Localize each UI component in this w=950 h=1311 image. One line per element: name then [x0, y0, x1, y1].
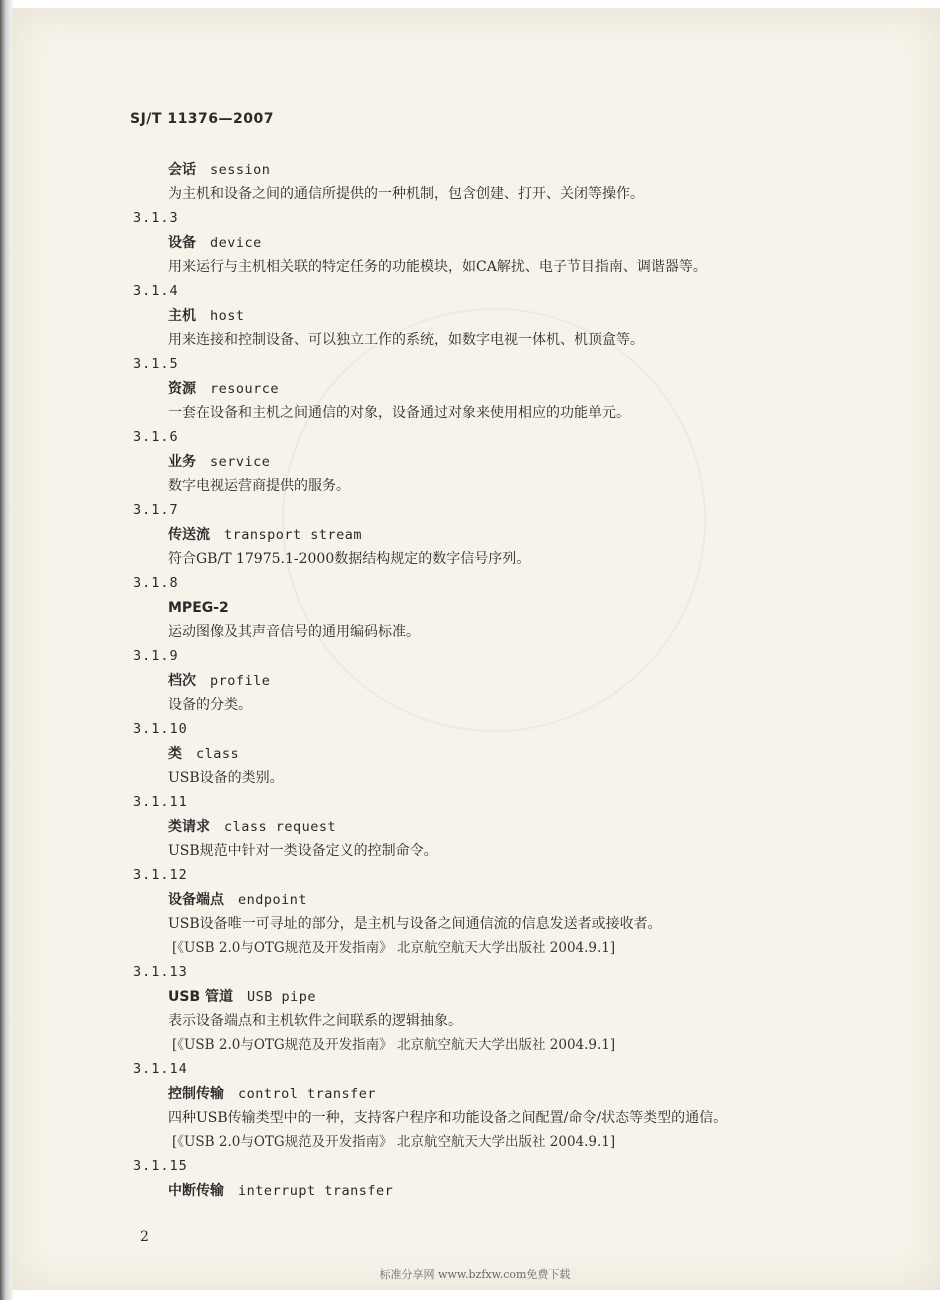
term-number: 3.1.4 — [133, 283, 179, 299]
term-number: 3.1.3 — [133, 210, 179, 226]
term-number: 3.1.5 — [133, 356, 179, 372]
term-english: resource — [210, 381, 280, 397]
page-number: 2 — [140, 1229, 149, 1245]
term-reference: [《USB 2.0与OTG规范及开发指南》 北京航空航天大学出版社 2004.9.1] — [172, 1037, 616, 1053]
faint-stamp-shadow — [282, 308, 706, 732]
term-chinese: MPEG-2 — [168, 600, 229, 616]
term-english: transport stream — [224, 527, 363, 543]
term-chinese: 类 — [168, 746, 182, 762]
term-definition: USB设备唯一可寻址的部分，是主机与设备之间通信流的信息发送者或接收者。 — [168, 916, 662, 932]
term-number: 3.1.11 — [133, 794, 188, 810]
term-heading — [168, 818, 336, 836]
term-heading — [168, 307, 245, 325]
term-english: host — [210, 308, 245, 324]
term-chinese: 资源 — [168, 381, 196, 397]
term-definition: 一套在设备和主机之间通信的对象，设备通过对象来使用相应的功能单元。 — [168, 405, 630, 421]
term-chinese: USB 管道 — [168, 989, 233, 1005]
term-chinese: 控制传输 — [168, 1086, 224, 1102]
term-number: 3.1.14 — [133, 1061, 188, 1077]
term-english: device — [210, 235, 262, 251]
term-definition: 运动图像及其声音信号的通用编码标准。 — [168, 624, 420, 640]
term-chinese: 会话 — [168, 162, 196, 178]
term-definition: 数字电视运营商提供的服务。 — [168, 478, 350, 494]
term-number: 3.1.15 — [133, 1158, 188, 1174]
term-english: profile — [210, 673, 271, 689]
term-english: USB pipe — [247, 989, 317, 1005]
term-definition: USB设备的类别。 — [168, 770, 284, 786]
term-definition: 用来运行与主机相关联的特定任务的功能模块，如CA解扰、电子节目指南、调谐器等。 — [168, 259, 707, 275]
term-heading — [168, 672, 270, 690]
term-definition: 表示设备端点和主机软件之间联系的逻辑抽象。 — [168, 1013, 462, 1029]
term-definition: 符合GB/T 17975.1-2000数据结构规定的数字信号序列。 — [168, 551, 531, 567]
term-heading — [168, 1085, 376, 1103]
term-chinese: 业务 — [168, 454, 196, 470]
term-heading — [168, 526, 362, 544]
term-definition: 用来连接和控制设备、可以独立工作的系统，如数字电视一体机、机顶盒等。 — [168, 332, 644, 348]
term-heading — [168, 234, 262, 252]
term-heading — [168, 988, 316, 1006]
term-chinese: 设备 — [168, 235, 196, 251]
watermark-text: 标准分享网 www.bzfxw.com免费下载 — [379, 1268, 571, 1281]
term-number: 3.1.13 — [133, 964, 188, 980]
term-number: 3.1.7 — [133, 502, 179, 518]
term-reference: [《USB 2.0与OTG规范及开发指南》 北京航空航天大学出版社 2004.9.1] — [172, 1134, 616, 1150]
term-number: 3.1.8 — [133, 575, 179, 591]
term-english: service — [210, 454, 271, 470]
term-heading — [168, 453, 270, 471]
term-chinese: 类请求 — [168, 819, 210, 835]
term-definition: USB规范中针对一类设备定义的控制命令。 — [168, 843, 438, 859]
term-english: class — [196, 746, 240, 762]
term-number: 3.1.6 — [133, 429, 179, 445]
term-chinese: 传送流 — [168, 527, 210, 543]
term-heading — [168, 380, 279, 398]
term-heading — [168, 599, 243, 617]
term-chinese: 设备端点 — [168, 892, 224, 908]
term-chinese: 档次 — [168, 673, 196, 689]
term-definition: 四种USB传输类型中的一种，支持客户程序和功能设备之间配置/命令/状态等类型的通信。 — [168, 1110, 728, 1126]
term-heading — [168, 745, 239, 763]
term-english: class request — [224, 819, 337, 835]
term-number: 3.1.10 — [133, 721, 188, 737]
document-header: SJ/T 11376—2007 — [130, 111, 274, 127]
term-definition: 为主机和设备之间的通信所提供的一种机制，包含创建、打开、关闭等操作。 — [168, 186, 644, 202]
term-definition: 设备的分类。 — [168, 697, 252, 713]
term-english: interrupt transfer — [238, 1183, 394, 1199]
term-english: session — [210, 162, 271, 178]
term-reference: [《USB 2.0与OTG规范及开发指南》 北京航空航天大学出版社 2004.9.1] — [172, 940, 616, 956]
term-heading — [168, 1182, 393, 1200]
term-chinese: 中断传输 — [168, 1183, 224, 1199]
term-number: 3.1.9 — [133, 648, 179, 664]
term-heading — [168, 161, 270, 179]
term-english: control transfer — [238, 1086, 377, 1102]
term-number: 3.1.12 — [133, 867, 188, 883]
term-chinese: 主机 — [168, 308, 196, 324]
term-english: endpoint — [238, 892, 308, 908]
term-heading — [168, 891, 307, 909]
